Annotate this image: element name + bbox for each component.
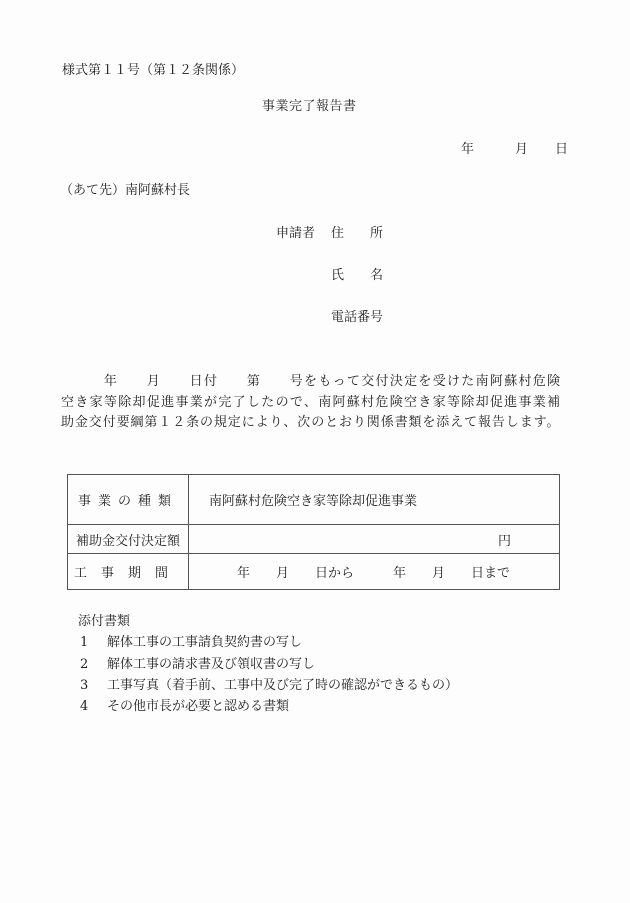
date-day: 日: [555, 142, 569, 157]
list-item: [78, 632, 458, 653]
item-number: 4: [80, 699, 89, 715]
phone-label: 電話番号: [331, 310, 384, 325]
name-label: 氏 名: [331, 268, 384, 283]
table-row: [68, 475, 560, 525]
item-text: 解体工事の請求書及び領収書の写し: [107, 656, 316, 672]
subsidy-amount-label: 補助金交付決定額: [68, 525, 189, 554]
construction-period-value: 年 月 日から 年 月 日まで: [189, 554, 560, 590]
date-line: [461, 142, 568, 158]
attachments-section: [78, 611, 458, 717]
applicant-label: 申請者: [276, 226, 316, 241]
item-number: 2: [80, 656, 89, 672]
construction-period-label: 工事期間: [68, 554, 189, 590]
item-number: 1: [80, 635, 89, 651]
project-info-table: [67, 474, 560, 590]
item-text: 工事写真（着手前、工事中及び完了時の確認ができるもの）: [107, 677, 459, 693]
item-text: 解体工事の工事請負契約書の写し: [107, 635, 303, 651]
project-type-label: 事業の種類: [68, 475, 189, 525]
subsidy-amount-value: [189, 525, 560, 554]
item-text: その他市長が必要と認める書類: [107, 699, 290, 715]
document-title: 事業完了報告書: [262, 99, 357, 114]
project-type-value: 南阿蘇村危険空き家等除却促進事業: [189, 475, 560, 525]
item-number: 3: [80, 677, 89, 693]
table-row: [68, 525, 560, 554]
list-item: [78, 675, 458, 696]
list-item: [78, 654, 458, 675]
attachments-heading: 添付書類: [78, 614, 131, 629]
yen-unit: 円: [497, 533, 511, 549]
form-number: 様式第１１号（第１２条関係）: [62, 63, 245, 78]
report-body-text: 年 月 日付 第 号をもって交付決定を受けた南阿蘇村危険空き家等除却促進事業が完了したので、南阿蘇村危険空き家等除却促進事業補助金交付要綱第１２条の規定により、次のとおり関係書類を添えて報告します。: [61, 374, 561, 430]
date-month: 月: [515, 142, 529, 157]
addressee: （あて先）南阿蘇村長: [60, 183, 191, 198]
list-item: [78, 696, 458, 717]
date-year: 年: [461, 142, 475, 157]
table-row: [68, 554, 560, 590]
address-label: 住 所: [331, 226, 384, 241]
